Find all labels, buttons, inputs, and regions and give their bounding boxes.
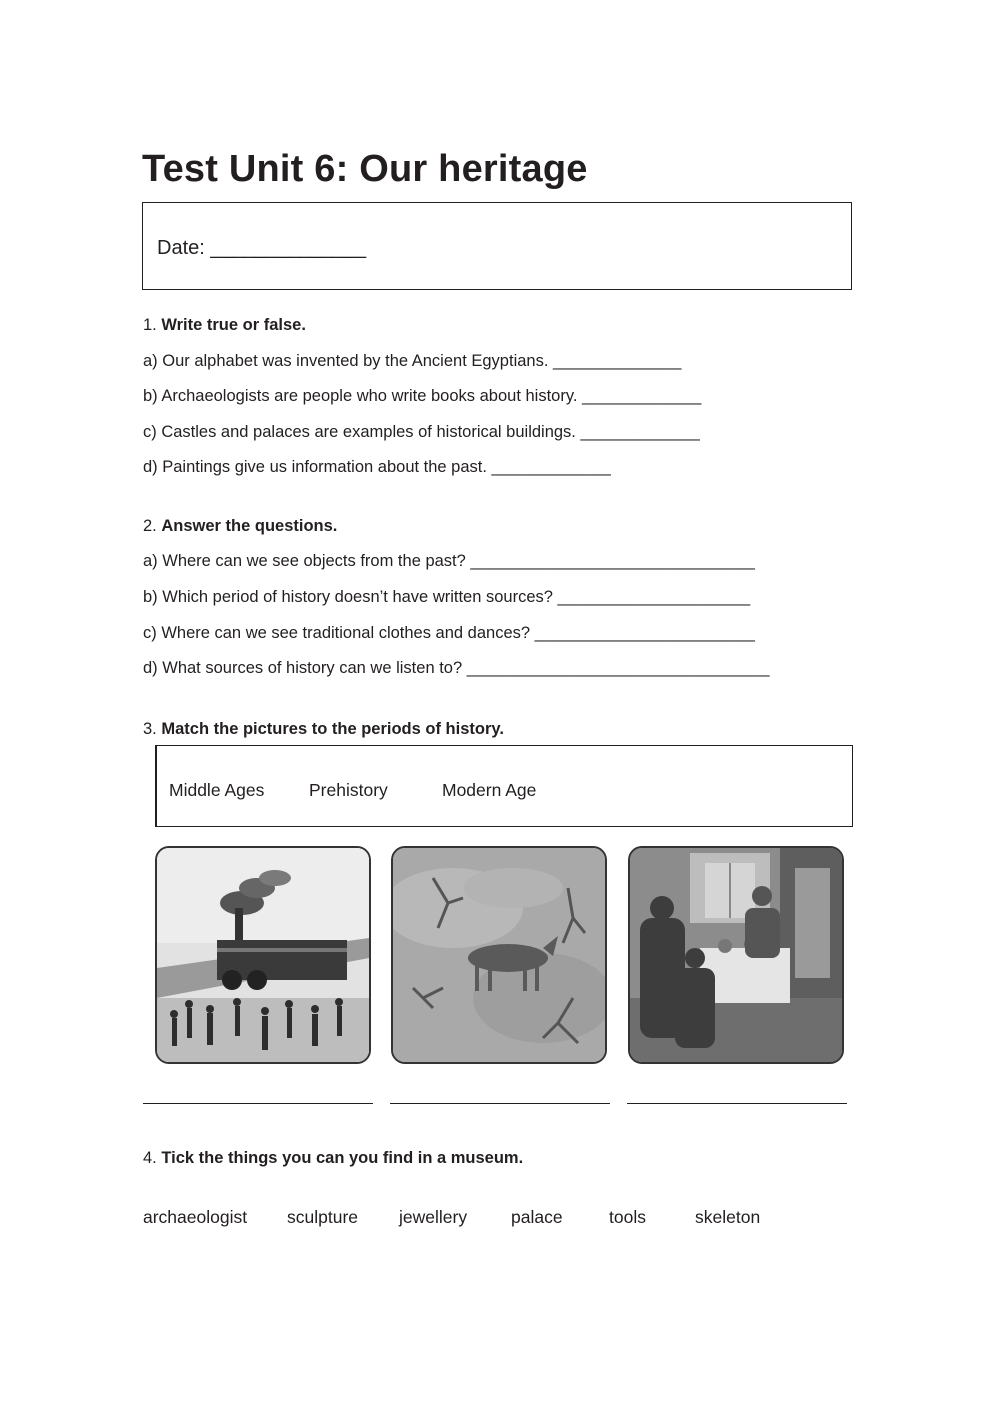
section3-title: Match the pictures to the periods of history. [161,720,504,738]
section4-number: 4. [143,1149,157,1167]
section2-item-a[interactable]: a) Where can we see objects from the past? _______________________________ [143,552,755,570]
section1-item-b[interactable]: b) Archaeologists are people who write books about history. _____________ [143,387,702,405]
section1-item-a[interactable]: a) Our alphabet was invented by the Ancient Egyptians. ______________ [143,352,682,370]
section1-number: 1. [143,316,157,334]
section3-number: 3. [143,720,157,738]
section2-title: Answer the questions. [161,517,338,535]
section4-heading [143,1149,523,1168]
section2-heading [143,517,337,536]
medieval-banquet-illustration [630,848,842,1062]
museum-word-palace[interactable]: palace [511,1207,563,1227]
section2-item-c[interactable]: c) Where can we see traditional clothes and dances? ________________________ [143,624,755,642]
word-middle-ages: Middle Ages [169,780,265,800]
page-title: Test Unit 6: Our heritage [142,148,588,190]
section2-item-d[interactable]: d) What sources of history can we listen to? _________________________________ [143,659,770,677]
medieval-banquet-picture [628,846,844,1064]
section1-item-c[interactable]: c) Castles and palaces are examples of historical buildings. _____________ [143,423,700,441]
word-prehistory: Prehistory [309,780,388,800]
answer-line-2[interactable] [390,1103,610,1104]
museum-word-sculpture[interactable]: sculpture [287,1207,359,1227]
answer-line-1[interactable] [143,1103,373,1104]
section1-item-d[interactable]: d) Paintings give us information about the past. _____________ [143,458,611,476]
date-box [142,202,852,290]
section1-heading [143,316,306,335]
museum-word-skeleton[interactable]: skeleton [695,1207,761,1227]
section3-heading [143,720,504,739]
section4-title: Tick the things you can you find in a museum. [161,1149,524,1167]
cave-painting-illustration [393,848,605,1062]
steam-train-picture [155,846,371,1064]
word-modern-age: Modern Age [442,780,537,800]
answer-line-3[interactable] [627,1103,847,1104]
museum-word-jewellery[interactable]: jewellery [399,1207,468,1227]
date-field[interactable]: Date: ______________ [157,237,367,259]
word-bank-box [155,745,853,827]
section2-item-b[interactable]: b) Which period of history doesn’t have written sources? _____________________ [143,588,751,606]
section2-number: 2. [143,517,157,535]
section1-title: Write true or false. [161,316,306,334]
steam-train-illustration [157,848,369,1062]
cave-painting-picture [391,846,607,1064]
museum-word-archaeologist[interactable]: archaeologist [143,1207,248,1227]
museum-word-tools[interactable]: tools [609,1207,646,1227]
